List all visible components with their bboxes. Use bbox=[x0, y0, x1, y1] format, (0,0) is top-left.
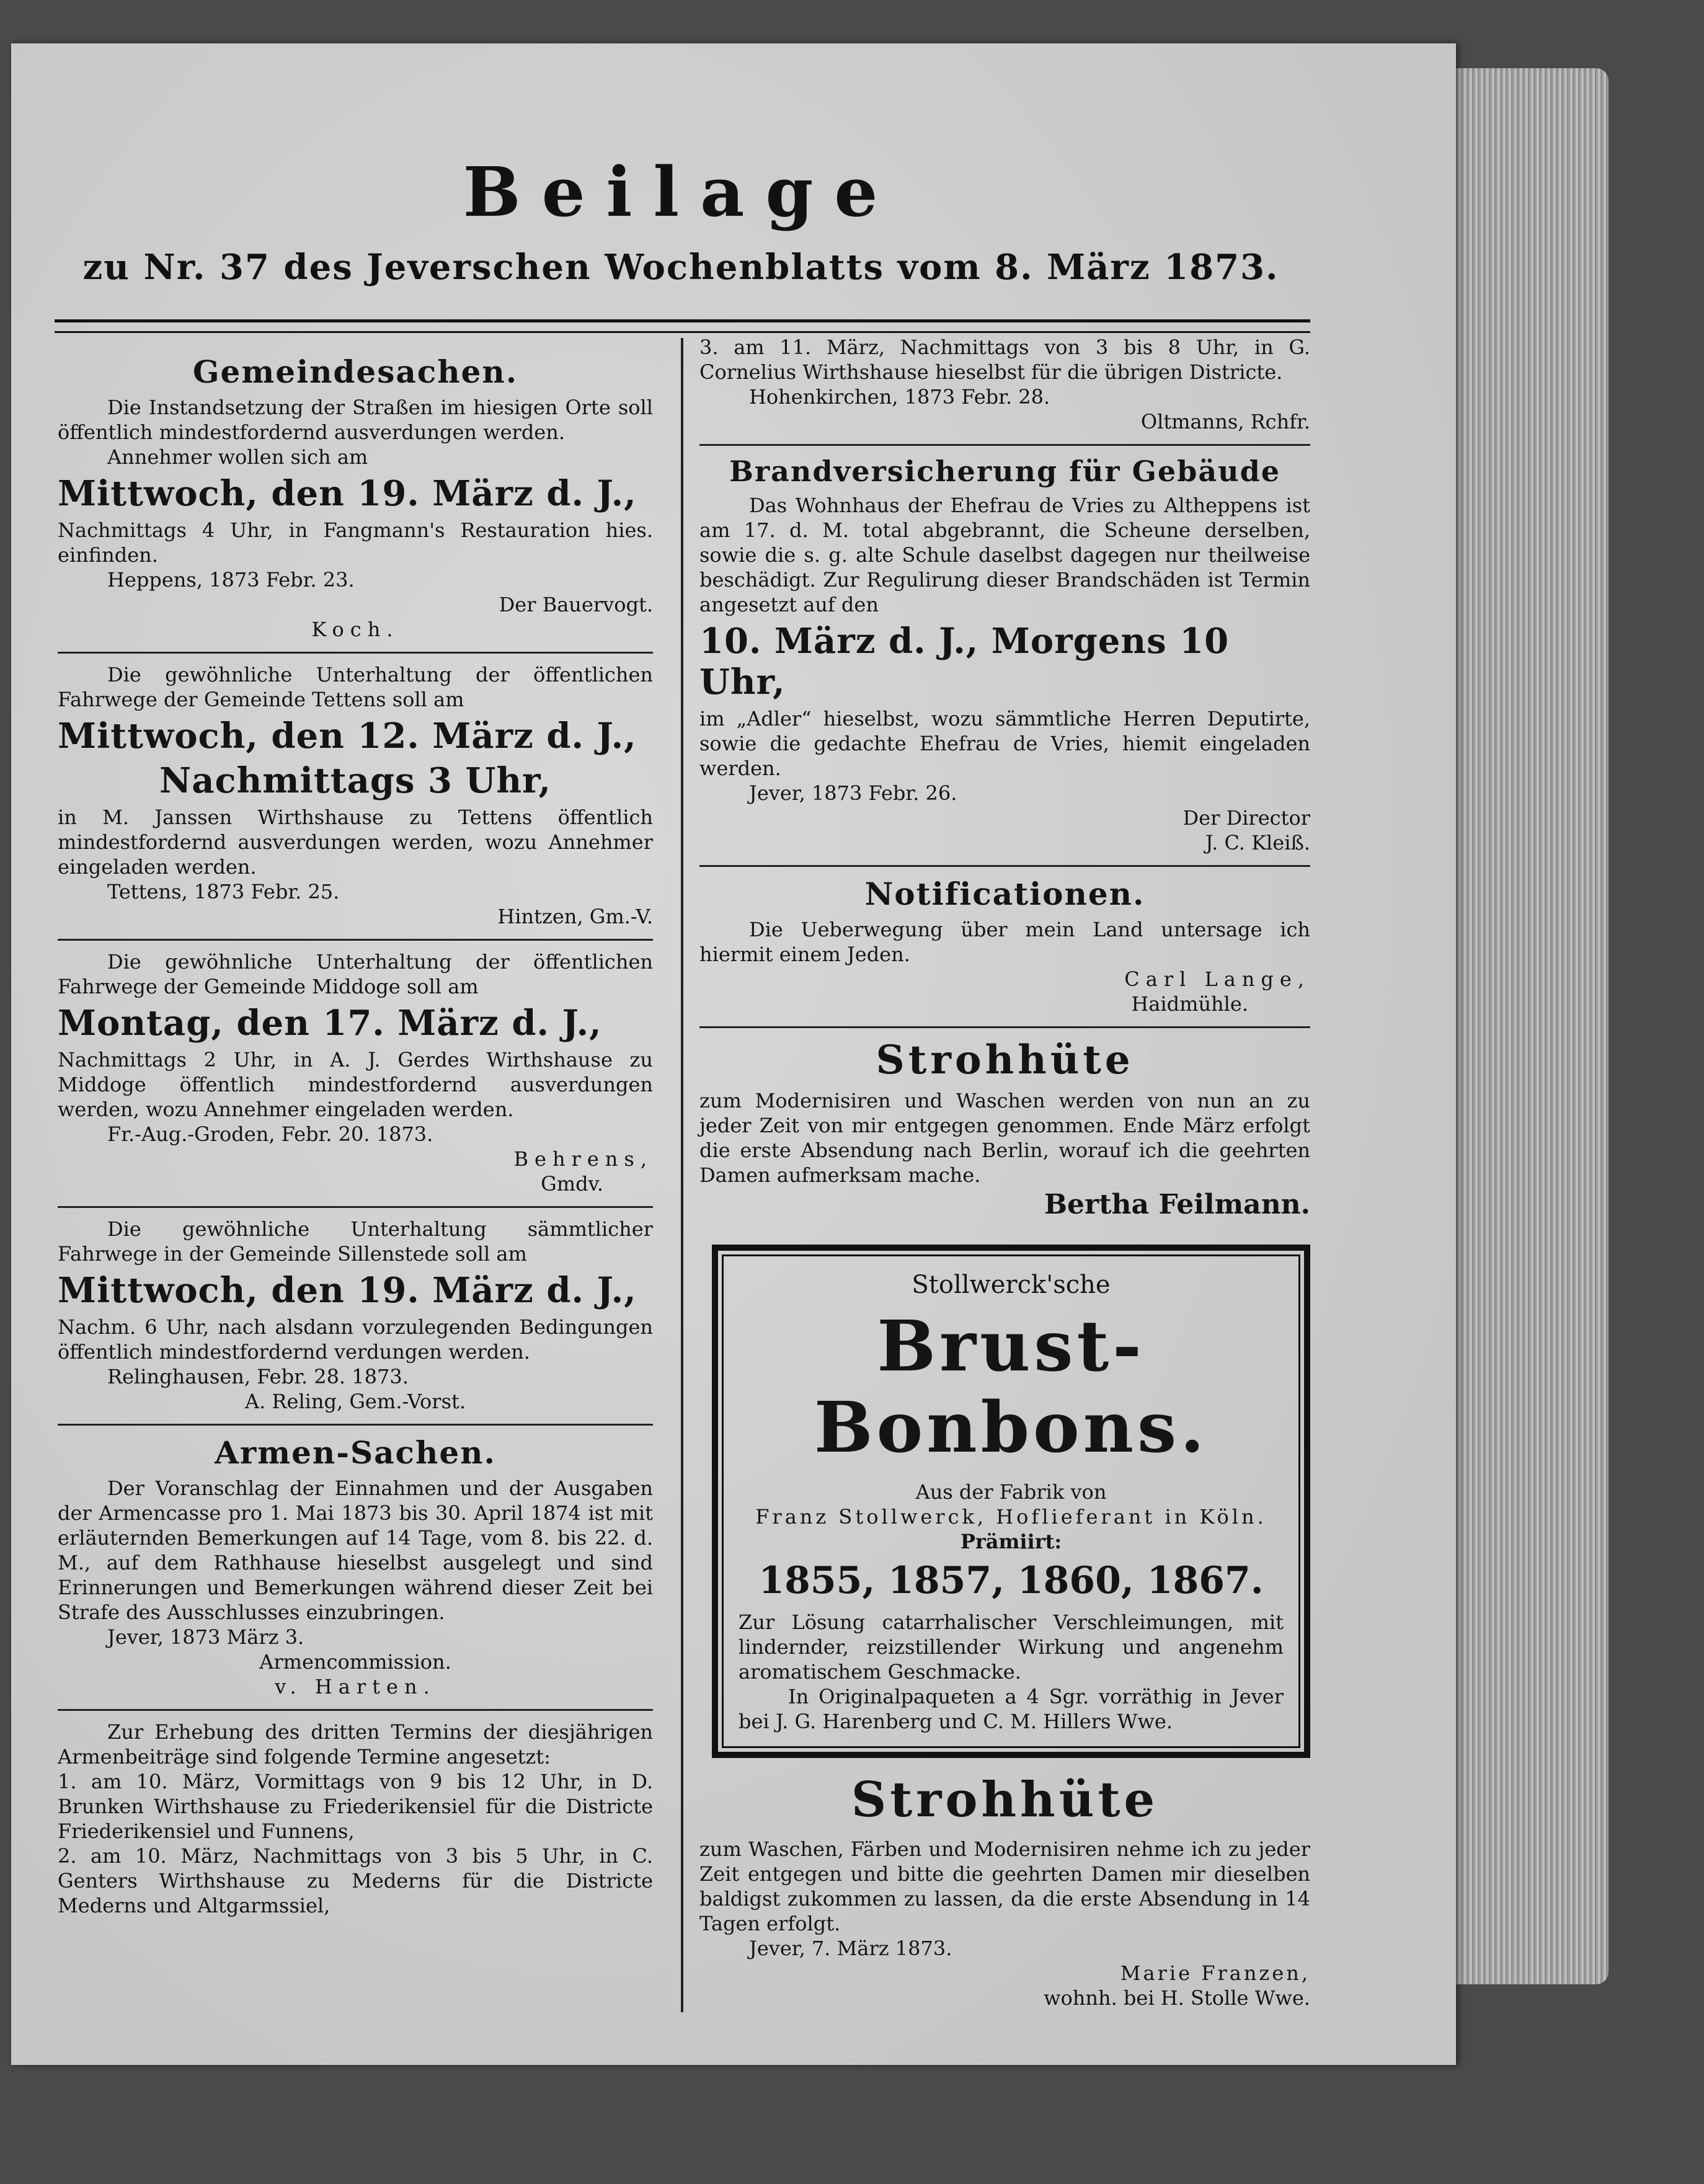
notice-signature: v. Harten. bbox=[275, 1675, 436, 1698]
notice-text: Nachmittags 4 Uhr, in Fangmann's Restauration hies. einfinden. bbox=[58, 518, 653, 567]
notice-signature: Haidmühle. bbox=[1131, 992, 1248, 1016]
notice-place-date: Jever, 1873 Febr. 26. bbox=[749, 781, 957, 805]
separator-rule bbox=[58, 1206, 653, 1208]
notice-signature: A. Reling, Gem.-Vorst. bbox=[244, 1390, 466, 1413]
notice-place-date: Fr.-Aug.-Groden, Febr. 20. 1873. bbox=[107, 1122, 433, 1146]
notice-signature: Marie Franzen, bbox=[1120, 1961, 1310, 1985]
ad-heading-strohhuete: Strohhüte bbox=[851, 1772, 1159, 1828]
ad-line: Stollwerck'sche bbox=[912, 1271, 1111, 1299]
notice-time: Nachmittags 3 Uhr, bbox=[159, 760, 551, 801]
notice-signature: Oltmanns, Rchfr. bbox=[1140, 410, 1310, 433]
notice-text: Nachmittags 2 Uhr, in A. J. Gerdes Wirthshause zu Middoge öffentlich mindestfordernd ausverdungen werden, wozu Annehmer eingeladen werden. bbox=[58, 1048, 653, 1121]
list-item: 3. am 11. März, Nachmittags von 3 bis 8 Uhr, in G. Cornelius Wirthshause hieselbst für die übrigen Districte. bbox=[699, 335, 1310, 384]
notice-text: Die gewöhnliche Unterhaltung der öffentlichen Fahrwege der Gemeinde Middoge soll am bbox=[58, 950, 653, 998]
ad-award-years: 1855, 1857, 1860, 1867. bbox=[758, 1559, 1264, 1602]
section-heading-notificationen: Notificationen. bbox=[864, 876, 1145, 912]
notice-text: Annehmer wollen sich am bbox=[107, 445, 368, 469]
notice-signature: Armencommission. bbox=[259, 1650, 451, 1674]
notice-text: Der Voranschlag der Einnahmen und der Ausgaben der Armencasse pro 1. Mai 1873 bis 30. April 1874 ist mit erläuternden Bemerkungen auf 14 Tage, vom 8. bis 22. d. M., auf dem Rathhause hieselbst ausgelegt und sind Erinnerungen und Bemerkungen während dieser Zeit bei Strafe des Ausschlusses einzubringen. bbox=[58, 1476, 653, 1624]
notice-date: 10. März d. J., Morgens 10 Uhr, bbox=[699, 621, 1230, 703]
masthead-subtitle: zu Nr. 37 des Jeverschen Wochenblatts vom 8. März 1873. bbox=[82, 247, 1279, 288]
ad-line: Prämiirt: bbox=[960, 1530, 1062, 1553]
section-heading-gemeindesachen: Gemeindesachen. bbox=[192, 353, 518, 390]
notice-text: in M. Janssen Wirthshause zu Tettens öffentlich mindestfordernd ausverdungen werden, wozu Annehmer eingeladen werden. bbox=[58, 806, 653, 879]
notice-date: Mittwoch, den 12. März d. J., bbox=[58, 716, 637, 757]
newspaper-page bbox=[11, 43, 1456, 2065]
notice-place-date: Jever, 7. März 1873. bbox=[749, 1937, 952, 1960]
ad-heading-strohhuete: Strohhüte bbox=[876, 1037, 1134, 1083]
masthead bbox=[48, 149, 1313, 288]
notice-place-date: Relinghausen, Febr. 28. 1873. bbox=[107, 1365, 409, 1388]
separator-rule bbox=[58, 1709, 653, 1711]
notice-text: Zur Erhebung des dritten Termins der diesjährigen Armenbeiträge sind folgende Termine angesetzt: bbox=[58, 1720, 653, 1769]
notice-text: Das Wohnhaus der Ehefrau de Vries zu Altheppens ist am 17. d. M. total abgebrannt, die Scheune derselben, sowie die s. g. alte Schule daselbst dagegen nur theilweise beschädigt. Zur Regulirung dieser Brandschäden ist Termin angesetzt auf den bbox=[699, 494, 1310, 616]
column-divider bbox=[681, 338, 683, 2012]
notice-text: Die gewöhnliche Unterhaltung der öffentlichen Fahrwege der Gemeinde Tettens soll am bbox=[58, 663, 653, 711]
left-column bbox=[58, 347, 653, 1918]
notice-text: Nachm. 6 Uhr, nach alsdann vorzulegenden Bedingungen öffentlich mindestfordernd verdungen werden. bbox=[58, 1315, 653, 1364]
notice-text: Die gewöhnliche Unterhaltung sämmtlicher Fahrwege in der Gemeinde Sillenstede soll am bbox=[58, 1217, 653, 1266]
separator-rule bbox=[58, 939, 653, 941]
notice-signature: Gmdv. bbox=[541, 1172, 603, 1196]
notice-text: zum Modernisiren und Waschen werden von nun an zu jeder Zeit von mir entgegen genommen. Ende März erfolgt die erste Absendung nach Berlin, worauf ich die geehrten Damen aufmerksam mache. bbox=[699, 1089, 1310, 1187]
notice-text: Die Ueberwegung über mein Land untersage ich hiermit einem Jeden. bbox=[699, 918, 1310, 966]
notice-place-date: Tettens, 1873 Febr. 25. bbox=[107, 880, 340, 903]
ad-brand-name: Brust-Bonbons. bbox=[814, 1306, 1209, 1468]
separator-rule bbox=[699, 1026, 1310, 1028]
notice-signature: wohnh. bei H. Stolle Wwe. bbox=[1044, 1986, 1310, 2010]
advertisement-inner-frame bbox=[722, 1254, 1300, 1748]
notice-text: zum Waschen, Färben und Modernisiren nehme ich zu jeder Zeit entgegen und bitte die geehrten Damen mir dieselben baldigst zukommen zu lassen, da die erste Absendung in 14 Tagen erfolgt. bbox=[699, 1837, 1310, 1935]
notice-signature: Der Bauervogt. bbox=[499, 593, 653, 616]
section-heading-armen-sachen: Armen-Sachen. bbox=[215, 1434, 496, 1471]
notice-place-date: Hohenkirchen, 1873 Febr. 28. bbox=[749, 385, 1050, 409]
notice-signature: J. C. Kleiß. bbox=[1205, 831, 1310, 855]
ad-text: Zur Lösung catarrhalischer Verschleimungen, mit lindernder, reizstillender Wirkung und angenehm aromatischem Geschmacke. bbox=[739, 1610, 1284, 1684]
notice-date: Mittwoch, den 19. März d. J., bbox=[58, 1270, 637, 1311]
list-item: 1. am 10. März, Vormittags von 9 bis 12 Uhr, in D. Brunken Wirthshause zu Friederikensiel für die Districte Friederikensiel und Funnens, bbox=[58, 1770, 653, 1843]
separator-rule bbox=[58, 652, 653, 654]
notice-signature: Der Director bbox=[1183, 806, 1310, 830]
masthead-title: Beilage bbox=[463, 152, 899, 232]
notice-date: Mittwoch, den 19. März d. J., bbox=[58, 473, 637, 514]
notice-signature: Bertha Feilmann. bbox=[1044, 1189, 1310, 1220]
notice-signature: Koch. bbox=[311, 618, 399, 641]
ad-text: In Originalpaqueten a 4 Sgr. vorräthig in Jever bei J. G. Harenberg und C. M. Hillers Wwe. bbox=[739, 1685, 1284, 1733]
ad-line: Aus der Fabrik von bbox=[915, 1480, 1107, 1504]
notice-place-date: Heppens, 1873 Febr. 23. bbox=[107, 568, 355, 592]
notice-text: im „Adler“ hieselbst, wozu sämmtliche Herren Deputirte, sowie die gedachte Ehefrau de Vries, hiemit eingeladen werden. bbox=[699, 707, 1310, 780]
notice-signature: Carl Lange, bbox=[1124, 967, 1310, 991]
notice-text: Die Instandsetzung der Straßen im hiesigen Orte soll öffentlich mindestfordernd ausverdungen werden. bbox=[58, 396, 653, 444]
section-heading-brandversicherung: Brandversicherung für Gebäude bbox=[729, 455, 1281, 488]
separator-rule bbox=[58, 1424, 653, 1426]
masthead-rule bbox=[55, 319, 1310, 333]
list-item: 2. am 10. März, Nachmittags von 3 bis 5 Uhr, in C. Genters Wirthshause zu Mederns für die Districte Mederns und Altgarmssiel, bbox=[58, 1844, 653, 1917]
ad-line: Franz Stollwerck, Hoflieferant in Köln. bbox=[755, 1505, 1267, 1529]
separator-rule bbox=[699, 865, 1310, 867]
notice-signature: Hintzen, Gm.-V. bbox=[497, 905, 653, 928]
advertisement-box bbox=[712, 1245, 1310, 1758]
right-column bbox=[699, 335, 1310, 2010]
notice-date: Montag, den 17. März d. J., bbox=[58, 1003, 602, 1044]
separator-rule bbox=[699, 444, 1310, 446]
notice-place-date: Jever, 1873 März 3. bbox=[107, 1625, 304, 1649]
notice-signature: Behrens, bbox=[513, 1147, 653, 1171]
